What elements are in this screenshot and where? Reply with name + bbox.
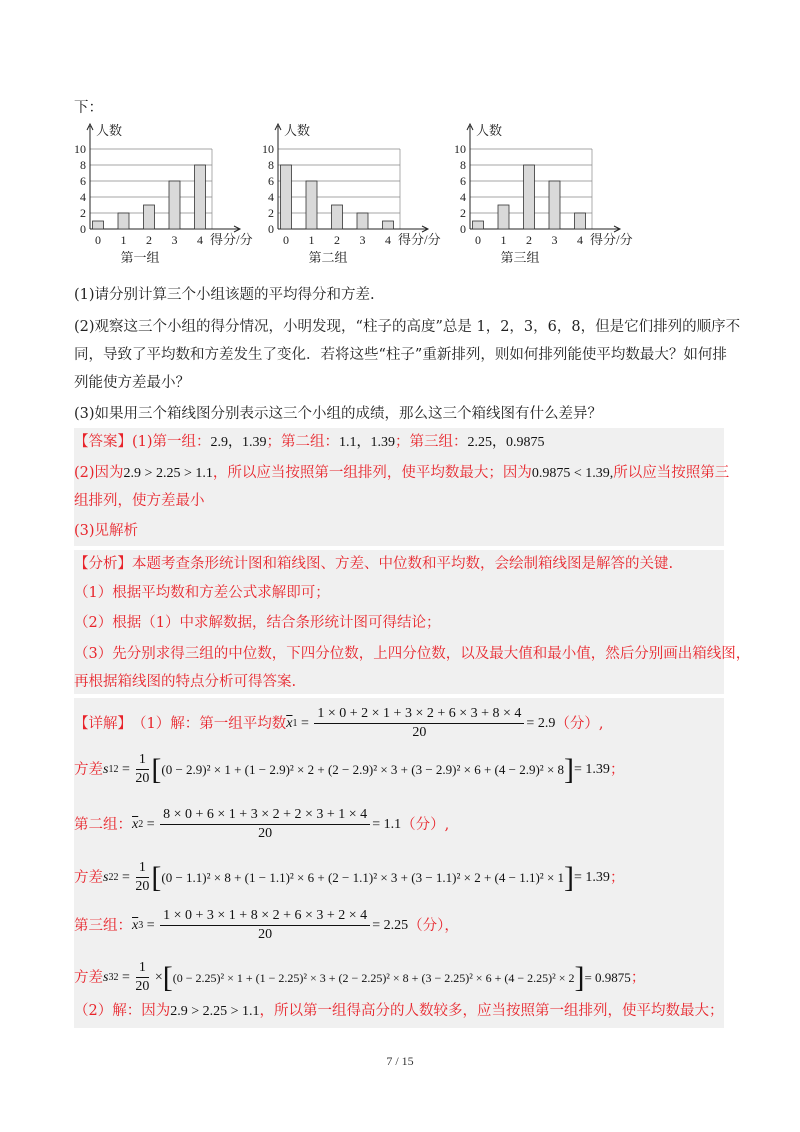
y-tick-label: 10 (74, 142, 86, 156)
answer-1-head: (1)第一组： (132, 434, 211, 450)
bar (549, 181, 560, 229)
variance-symbol-3-sub: 3 (108, 971, 114, 983)
answer-1-group-1: 2.9，1.39 (210, 435, 267, 450)
mean-symbol-1: $\overline{x}$ (286, 715, 293, 731)
bar-charts (60, 118, 660, 263)
analysis-point-3-line-1: （3）先分别求得三组的中位数，下四分位数，上四分位数，以及最大值和最小值，然后分别画出箱线图， (74, 646, 751, 662)
variance-symbol-2-sub: 2 (108, 871, 114, 883)
x-axis-label: 得分/分 (590, 232, 633, 247)
variance-3-result: = 0.9875 (584, 969, 631, 985)
detail-group-1-variance: 方差 s 1 2 = $\frac{1}{20}$ [ (0 − 2.9)² × 1 + (1 − 2.9)² × 2 + (2 − 2.9)² × 3 + (3 − 2.9)² × 6 + (4 − 2.9)² × 8 ] = 1.39 ； (74, 752, 625, 786)
y-tick-label: 2 (80, 206, 86, 220)
detail-group-3-variance: 方差 s 3 2 = $\frac{1}{20}$ × [ (0 − 2.25)² × 1 + (1 − 2.25)² × 3 + (2 − 2.25)² × 8 + (3 − 2.25)² × 6 + (4 − 2.25)² × 2 ] = 0.9875 ； (74, 960, 646, 994)
analysis-point-1: （1）根据平均数和方差公式求解即可； (74, 585, 330, 601)
bar (169, 181, 180, 229)
detail-part-2-tail: ，所以第一组得高分的人数较多，应当按照第一组排列，使平均数最大； (259, 1003, 724, 1019)
detail-group-3-mean: 第三组： $\overline{x}$ 3 = $\frac{1 \times 0 + 3 \times 1 + 8 \times 2 + 6 \times 3 + 2 \times 4}{20}$ = 2.25 （分）， (74, 908, 459, 942)
x-tick-label: 4 (197, 233, 203, 247)
bar (332, 205, 343, 229)
y-tick-label: 2 (268, 206, 274, 220)
variance-2-result: = 1.39 (574, 869, 610, 885)
mean-1-unit: （分）, (555, 715, 604, 732)
variance-symbol-1-sub: 1 (108, 763, 114, 775)
chart-group-2 (262, 123, 441, 263)
y-tick-label: 2 (460, 206, 466, 220)
variance-1-denominator: 20 (135, 771, 150, 786)
y-tick-label: 4 (460, 190, 466, 204)
x-tick-label: 3 (359, 233, 366, 247)
mean-2-result: = 1.1 (372, 816, 402, 832)
mean-symbol-1-sub: 1 (292, 717, 298, 729)
chart-title: 第三组 (500, 250, 540, 263)
y-tick-label: 4 (80, 190, 86, 204)
intro-text: 下： (74, 100, 103, 116)
mean-1-numerator: 1 × 0 + 2 × 1 + 3 × 2 + 6 × 3 + 8 × 4 (314, 706, 524, 724)
y-tick-label: 8 (80, 158, 86, 172)
y-tick-label: 6 (80, 174, 86, 188)
chart-group-1 (74, 123, 253, 263)
y-tick-label: 10 (262, 142, 274, 156)
mean-1-result: = 2.9 (526, 715, 556, 731)
variance-1-expression: (0 − 2.9)² × 1 + (1 − 2.9)² × 2 + (2 − 2.9)² × 3 + (3 − 2.9)² × 6 + (4 − 2.9)² × 8 (161, 761, 565, 777)
mean-3-result: = 2.25 (372, 917, 409, 933)
answer-1-group-3: 2.25，0.9875 (467, 435, 545, 450)
detail-tag: 【详解】 (74, 715, 132, 732)
variance-symbol-1: s (103, 761, 109, 777)
y-tick-label: 6 (268, 174, 274, 188)
answer-3: (3)见解析 (74, 523, 139, 539)
x-tick-label: 2 (146, 233, 152, 247)
x-tick-label: 0 (95, 233, 101, 247)
x-tick-label: 0 (475, 233, 481, 247)
x-tick-label: 2 (334, 233, 340, 247)
bar (93, 221, 104, 229)
y-tick-label: 8 (460, 158, 466, 172)
answer-line-1 (74, 432, 545, 453)
analysis-point-3-line-2: 再根据箱线图的特点分析可得答案. (74, 674, 297, 690)
y-tick-label: 8 (268, 158, 274, 172)
bar (473, 221, 484, 229)
bar (118, 213, 129, 229)
chart-title: 第一组 (120, 250, 160, 263)
analysis-point-2: （2）根据（1）中求解数据，结合条形统计图可得结论； (74, 615, 441, 631)
detail-part-2-head: （2）解：因为 (74, 1003, 171, 1019)
answer-tag: 【答案】 (74, 434, 132, 450)
mean-1-denominator: 20 (412, 725, 427, 740)
bar (144, 205, 155, 229)
detail-part-2-compare: 2.9 > 2.25 > 1.1 (170, 1004, 260, 1019)
x-tick-label: 4 (577, 233, 583, 247)
y-axis-label: 人数 (284, 123, 311, 138)
analysis-line (74, 554, 673, 574)
y-tick-label: 10 (454, 142, 466, 156)
detail-group-1-head: （1）解：第一组平均数 (132, 715, 287, 732)
mean-1-fraction (314, 706, 524, 741)
x-tick-label: 4 (385, 233, 391, 247)
analysis-text: 本题考查条形统计图和箱线图、方差、中位数和平均数，会绘制箱线图是解答的关键. (132, 556, 674, 572)
chart-title: 第二组 (308, 250, 348, 263)
y-tick-label: 0 (460, 222, 466, 236)
page-number: 7 / 15 (386, 1054, 414, 1068)
bar (306, 181, 317, 229)
x-tick-label: 3 (551, 233, 558, 247)
x-tick-label: 3 (171, 233, 178, 247)
question-2-line-2: 同，导致了平均数和方差发生了变化．若将这些“柱子”重新排列，则如何排列能使平均数最大？如何排 (74, 347, 727, 363)
bar (195, 165, 206, 229)
answer-2-mean-compare: 2.9 > 2.25 > 1.1 (123, 466, 213, 481)
answer-2-tail: 所以应当按照第三 (613, 465, 730, 481)
bar (524, 165, 535, 229)
bar (281, 165, 292, 229)
x-tick-label: 1 (500, 233, 507, 247)
detail-group-2-variance: 方差 s 2 2 = $\frac{1}{20}$ [ (0 − 1.1)² × 8 + (1 − 1.1)² × 6 + (2 − 1.1)² × 3 + (3 − 1.1)² × 2 + (4 − 1.1)² × 1 ] = 1.39 ； (74, 860, 625, 894)
mean-2-numerator: 8 × 0 + 6 × 1 + 3 × 2 + 2 × 3 + 1 × 4 (160, 807, 370, 825)
y-axis-label: 人数 (96, 123, 123, 138)
answer-2-mid: ，所以应当按照第一组排列，使平均数最大；因为 (212, 465, 532, 481)
answer-2-head: (2)因为 (74, 465, 124, 481)
chart-group-3 (454, 123, 633, 263)
question-2-line-1: (2)观察这三个小组的得分情况，小明发现，“柱子的高度”总是 1，2，3，6，8，但是它们排列的顺序不 (74, 319, 741, 335)
mean-symbol-2-sub: 2 (138, 818, 144, 830)
y-tick-label: 6 (460, 174, 466, 188)
variance-1-result: = 1.39 (574, 761, 610, 777)
answer-2-line-2: 组排列，使方差最小 (74, 493, 205, 509)
answer-1-group-2: 1.1，1.39 (339, 435, 396, 450)
variance-3-expression: (0 − 2.25)² × 1 + (1 − 2.25)² × 3 + (2 − 2.25)² × 8 + (3 − 2.25)² × 6 + (4 − 2.25)² × 2 (172, 970, 575, 985)
variance-2-expression: (0 − 1.1)² × 8 + (1 − 1.1)² × 6 + (2 − 1.1)² × 3 + (3 − 1.1)² × 2 + (4 − 1.1)² × 1 (161, 869, 565, 885)
answer-1-g2-label: ；第二组： (266, 434, 340, 450)
mean-symbol-2: $\overline{x}$ (132, 816, 139, 832)
mean-3-numerator: 1 × 0 + 3 × 1 + 8 × 2 + 6 × 3 + 2 × 4 (160, 908, 370, 926)
answer-line-2 (74, 463, 729, 484)
bar (383, 221, 394, 229)
x-tick-label: 2 (526, 233, 532, 247)
detail-group-3-head: 第三组： (74, 917, 132, 934)
analysis-tag: 【分析】 (74, 556, 132, 572)
variance-label-1: 方差 (74, 761, 103, 778)
detail-group-2-mean: 第二组： $\overline{x}$ 2 = $\frac{8 \times 0 + 6 \times 1 + 3 \times 2 + 2 \times 3 + 1 \times 4}{20}$ = 1.1 （分）, (74, 807, 450, 841)
question-2-line-3: 列能使方差最小？ (74, 375, 190, 391)
detail-group-2-head: 第二组： (74, 816, 132, 833)
detail-group-1-mean: 【详解】 （1）解：第一组平均数 $\overline{x}$ 1 = $\frac{1 \times 0 + 2 \times 1 + 3 \times 2 + 6 \times 3 + 8 \times 4}{20}$ = 2.9 （分）, (74, 706, 604, 740)
x-tick-label: 0 (283, 233, 289, 247)
x-axis-label: 得分/分 (210, 232, 253, 247)
bar (357, 213, 368, 229)
answer-2-var-compare: 0.9875 < 1.39, (531, 466, 614, 481)
y-axis-label: 人数 (476, 123, 503, 138)
question-3: (3)如果用三个箱线图分别表示这三个小组的成绩，那么这三个箱线图有什么差异？ (74, 406, 603, 422)
y-tick-label: 4 (268, 190, 274, 204)
bar (575, 213, 586, 229)
y-tick-label: 0 (268, 222, 274, 236)
y-tick-label: 0 (80, 222, 86, 236)
question-1: (1)请分别计算三个小组该题的平均得分和方差. (74, 287, 375, 303)
detail-part-2 (74, 1001, 724, 1022)
x-tick-label: 1 (308, 233, 315, 247)
x-axis-label: 得分/分 (398, 232, 441, 247)
answer-1-g3-label: ；第三组： (395, 434, 468, 450)
bar (498, 205, 509, 229)
x-tick-label: 1 (120, 233, 127, 247)
mean-symbol-3-sub: 3 (138, 919, 144, 931)
